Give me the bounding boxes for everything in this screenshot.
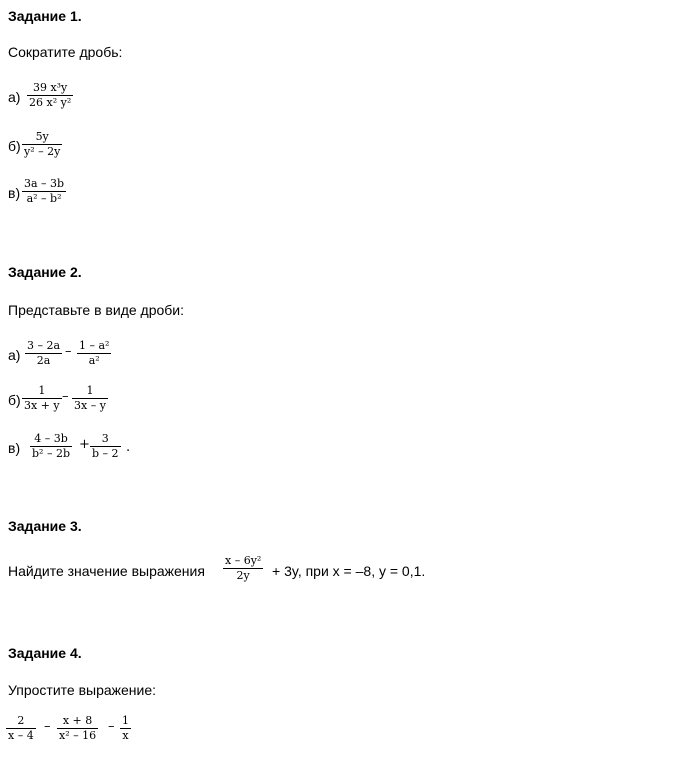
task2-item-c-period: . [126, 440, 131, 455]
fraction-numerator: 4 – 3b [34, 432, 68, 445]
task1-item-b-fraction [22, 131, 62, 158]
task2-item-a-fraction-2 [77, 340, 111, 367]
task1-item-b-label: б) [8, 138, 21, 154]
task4-fraction-2 [57, 715, 98, 742]
fraction-denominator: 3x + y [24, 399, 60, 412]
task1-item-a-label: а) [8, 89, 21, 105]
task1-item-c-fraction [22, 178, 66, 205]
task4-operator-2: – [108, 719, 115, 734]
fraction-numerator: 1 [86, 384, 94, 397]
task1-instruction: Сократите дробь: [8, 44, 123, 60]
task2-item-a-label: а) [8, 347, 21, 363]
task2-item-c-label: в) [8, 440, 21, 456]
task2-item-b-label: б) [8, 392, 21, 408]
task2-item-b-operator: – [62, 389, 69, 404]
fraction-denominator: a² [88, 354, 100, 367]
task2-item-a-fraction-1 [25, 340, 62, 367]
fraction-numerator: 39 x³y [32, 81, 68, 94]
fraction-denominator: y² – 2y [24, 145, 61, 158]
fraction-denominator: 3x – y [74, 399, 106, 412]
fraction-denominator: b² – 2b [32, 447, 70, 460]
fraction-numerator: 1 [38, 384, 46, 397]
fraction-numerator: 5y [35, 130, 49, 143]
fraction-denominator: b – 2 [92, 447, 119, 460]
task3-fraction [223, 555, 263, 582]
fraction-denominator: x [122, 729, 129, 742]
task2-instruction: Представьте в виде дроби: [8, 302, 185, 318]
fraction-numerator: 1 – a² [79, 339, 110, 352]
fraction-numerator: 2 [17, 714, 25, 727]
fraction-denominator: x – 4 [8, 729, 34, 742]
fraction-numerator: x + 8 [62, 714, 93, 727]
fraction-denominator: a² – b² [26, 192, 62, 205]
fraction-numerator: x – 6y² [225, 554, 262, 567]
task1-title: Задание 1. [8, 8, 82, 24]
task4-title: Задание 4. [8, 645, 82, 661]
task2-item-b-fraction-1 [22, 385, 62, 412]
fraction-numerator: 3a – 3b [24, 177, 65, 190]
task3-text-before: Найдите значение выражения [8, 563, 205, 579]
fraction-denominator: x² – 16 [59, 729, 97, 742]
task2-title: Задание 2. [8, 264, 82, 280]
task4-fraction-3 [120, 715, 131, 742]
task4-operator-1: – [44, 719, 51, 734]
task2-item-c-fraction-1 [30, 433, 72, 460]
fraction-numerator: 1 [122, 714, 129, 727]
task4-instruction: Упростите выражение: [8, 682, 157, 698]
task3-text-after: + 3y, при x = –8, y = 0,1. [272, 563, 426, 579]
task2-item-c-fraction-2 [90, 433, 121, 460]
task1-item-c-label: в) [8, 185, 21, 201]
fraction-denominator: 2a [36, 354, 51, 367]
task4-fraction-1 [6, 715, 36, 742]
task2-item-b-fraction-2 [72, 385, 108, 412]
task3-title: Задание 3. [8, 518, 82, 534]
task1-item-a-fraction [27, 82, 73, 109]
fraction-denominator: 26 x² y² [29, 96, 72, 109]
task2-item-a-operator: – [65, 344, 72, 359]
fraction-numerator: 3 [101, 432, 109, 445]
task2-item-c-operator: + [79, 437, 90, 452]
fraction-denominator: 2y [236, 569, 250, 582]
fraction-numerator: 3 – 2a [27, 339, 61, 352]
